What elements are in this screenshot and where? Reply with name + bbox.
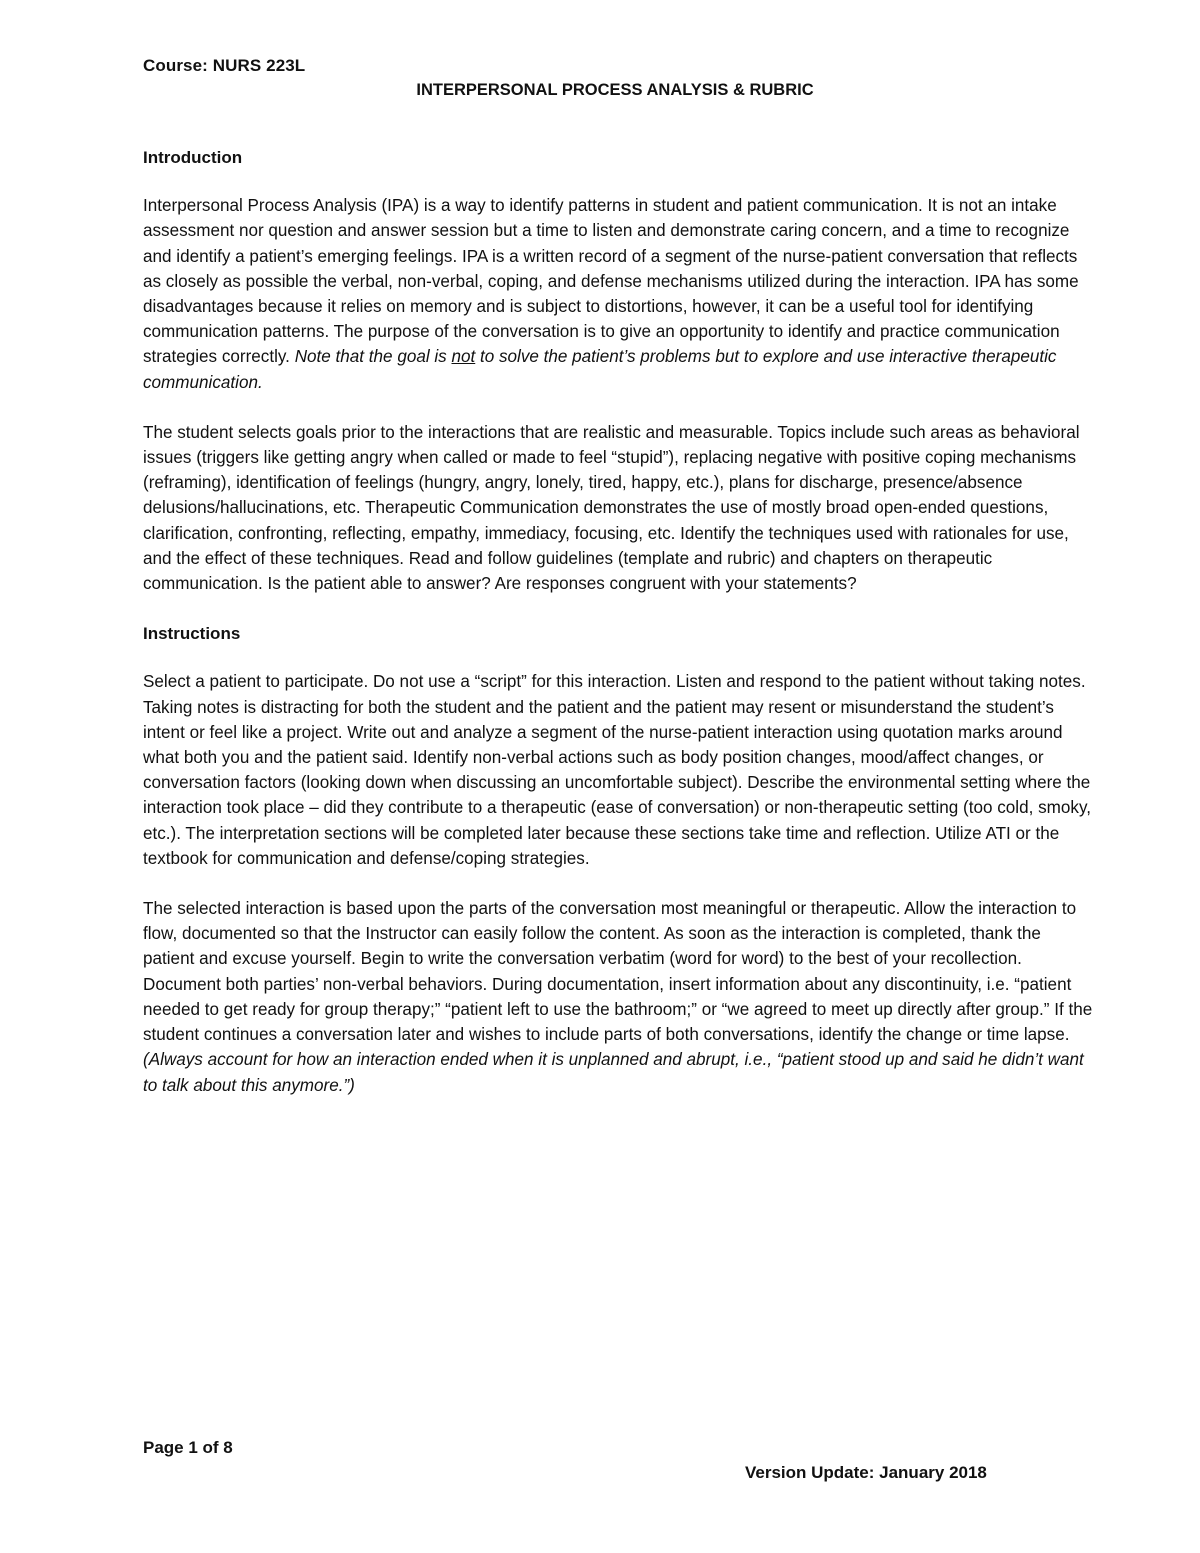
introduction-note-italic-b: to solve the patient’s problems but to explore and use interactive therapeutic communication. — [143, 347, 1057, 392]
document-body — [143, 145, 1093, 1123]
instructions-paragraph-1: Select a patient to participate. Do not use a “script” for this interaction. Listen and respond to the patient without taking notes. Taking notes is distracting for both the student and the patient and the patient may resent or misunderstand the student’s intent or feel like a project. Write out and analyze a segment of the nurse-patient interaction using quotation marks around what both you and the patient said. Identify non-verbal actions such as body position changes, mood/affect changes, or conversation factors (looking down when discussing an uncomfortable subject). Describe the environmental setting where the interaction took place – did they contribute to a therapeutic (ease of conversation) or non-therapeutic setting (too cold, smoky, etc.). The interpretation sections will be completed later because these sections take time and reflection. Utilize ATI or the textbook for communication and defense/coping strategies. — [143, 672, 1091, 868]
instructions-paragraph-2-text: The selected interaction is based upon the parts of the conversation most meaningful or therapeutic. Allow the interaction to flow, documented so that the Instructor can easily follow the content. As soon as the interaction is completed, thank the patient and excuse yourself. Begin to write the conversation verbatim (word for word) to the best of your recollection. Document both parties’ non-verbal behaviors. During documentation, insert information about any discontinuity, i.e. “patient needed to get ready for group therapy;” “patient left to use the bathroom;” or “we agreed to meet up directly after group.” If the student continues a conversation later and wishes to include parts of both conversations, identify the change or time lapse. — [143, 899, 1093, 1045]
instructions-paragraph-2 — [143, 896, 1093, 1098]
version-update: Version Update: January 2018 — [745, 1463, 987, 1482]
introduction-paragraph-1 — [143, 193, 1093, 395]
introduction-heading: Introduction — [143, 148, 243, 167]
document-title: INTERPERSONAL PROCESS ANALYSIS & RUBRIC — [416, 81, 814, 99]
instructions-heading: Instructions — [143, 624, 241, 644]
introduction-paragraph-2: The student selects goals prior to the interactions that are realistic and measurable. Topics include such areas as behavioral issues (triggers like getting angry when called or made to feel “stupid”), replacing negative with positive coping mechanisms (reframing), identification of feelings (hungry, angry, lonely, tired, happy, etc.), plans for discharge, presence/absence delusions/hallucinations, etc. Therapeutic Communication demonstrates the use of mostly broad open-ended questions, clarification, confronting, reflecting, empathy, immediacy, focusing, etc. Identify the techniques used with rationales for use, and the effect of these techniques. Read and follow guidelines (template and rubric) and chapters on therapeutic communication. Is the patient able to answer? Are responses congruent with your statements? — [143, 422, 1080, 594]
instructions-paragraph-2-italic: (Always account for how an interaction ended when it is unplanned and abrupt, i.e., “patient stood up and said he didn’t want to talk about this anymore.”) — [143, 1050, 1084, 1095]
introduction-paragraph-1-text: Interpersonal Process Analysis (IPA) is a way to identify patterns in student and patient communication. It is not an intake assessment nor question and answer session but a time to listen and demonstrate caring concern, and a time to recognize and identify a patient’s emerging feelings. IPA is a written record of a segment of the nurse-patient conversation that reflects as closely as possible the verbal, non-verbal, coping, and defense mechanisms utilized during the interaction. IPA has some disadvantages because it relies on memory and is subject to distortions, however, it can be a useful tool for identifying communication patterns. The purpose of the conversation is to give an opportunity to identify and practice communication strategies correctly. — [143, 196, 1079, 367]
introduction-note-underlined: not — [451, 347, 476, 367]
course-label: Course: NURS 223L — [143, 56, 306, 75]
page-number: Page 1 of 8 — [143, 1438, 233, 1457]
introduction-note-italic-a: Note that the goal is — [294, 347, 452, 367]
